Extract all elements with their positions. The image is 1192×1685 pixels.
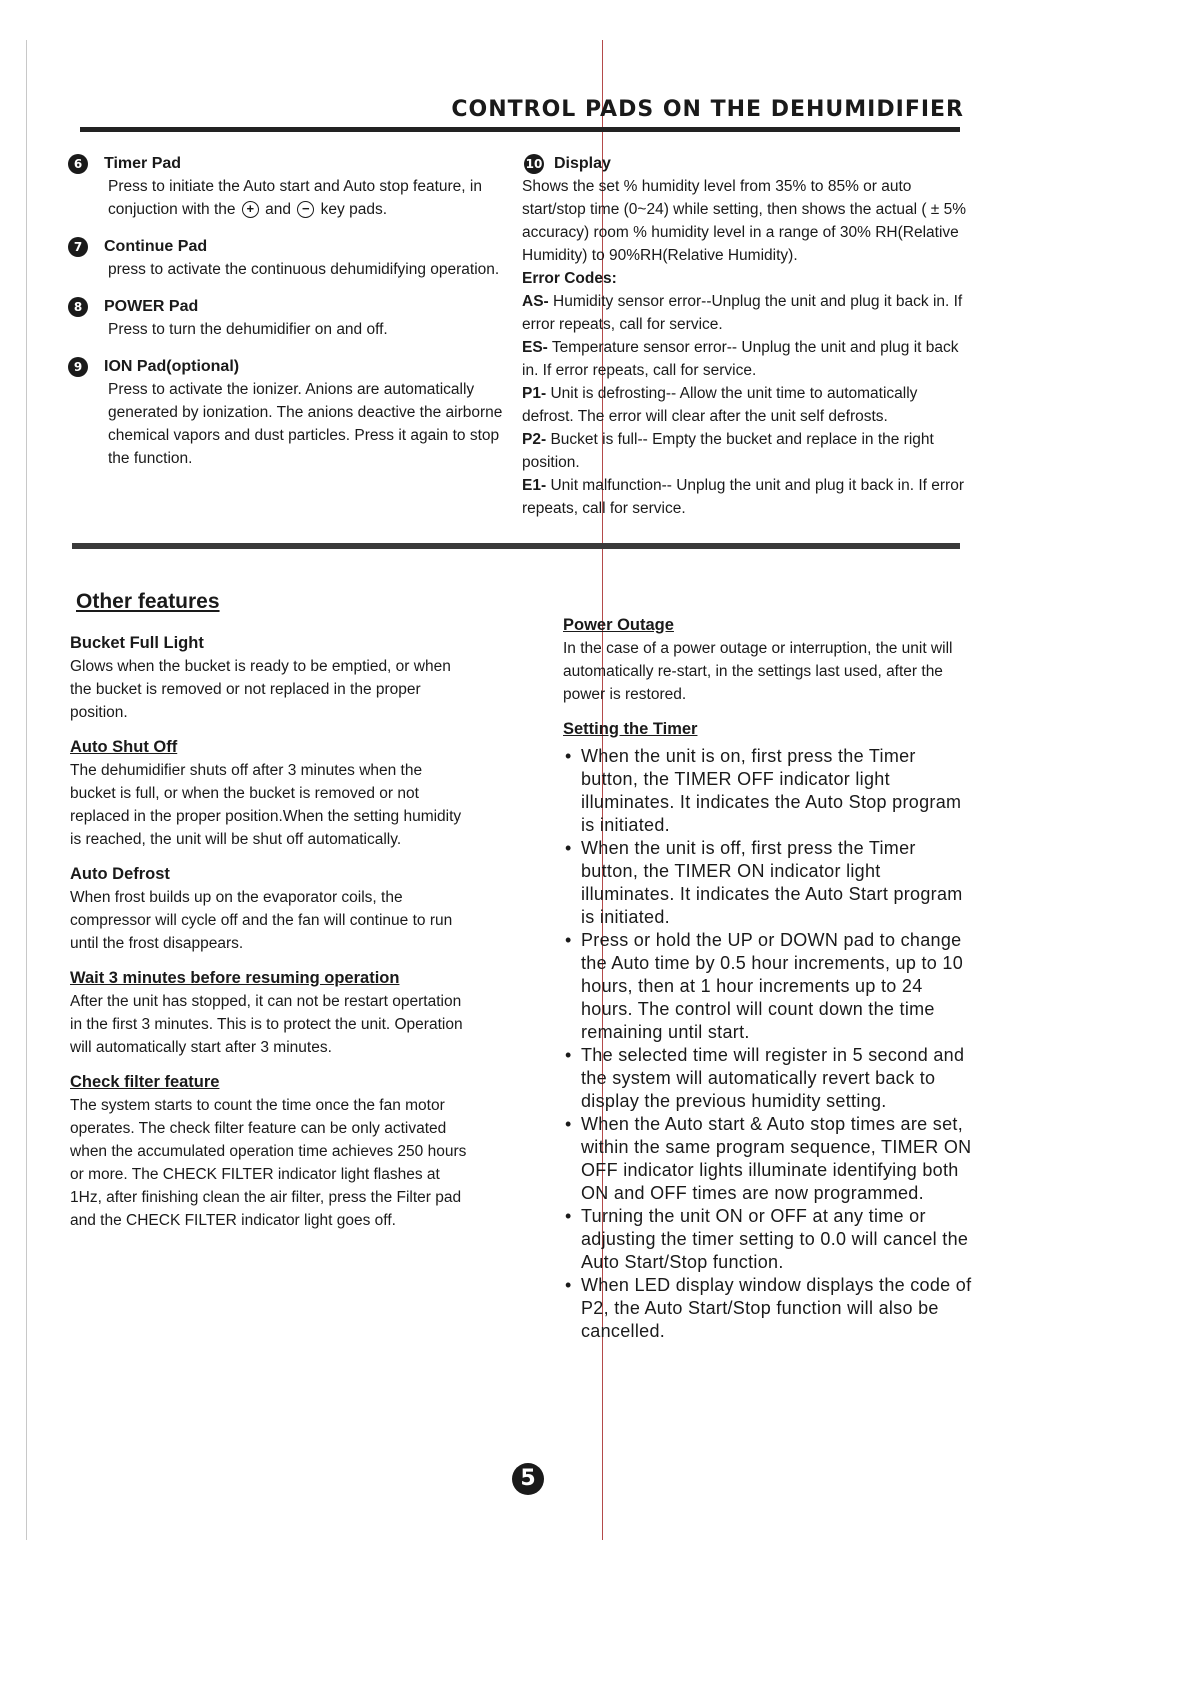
display-title: Display [554, 155, 611, 172]
pad-desc-text: key pads. [320, 201, 388, 218]
feature-title: Check filter feature [70, 1073, 220, 1091]
pad-description: Press to activate the ionizer. Anions are automatically generated by ionization. The anions deactive the airborne chemical vapors and dust particles. Press it again to stop the function. [108, 381, 503, 467]
header-rule [80, 127, 960, 132]
error-text: Temperature sensor error-- Unplug the unit and plug it back in. If error repeats, call for service. [522, 339, 959, 379]
feature-wait-3-minutes [70, 967, 470, 1059]
power-outage-section [563, 614, 973, 706]
feature-description: When frost builds up on the evaporator coils, the compressor will cycle off and the fan will continue to run until the frost disappears. [70, 889, 453, 952]
feature-description: In the case of a power outage or interruption, the unit will automatically re-start, in the settings last used, after the power is restored. [563, 640, 953, 703]
number-badge: 10 [524, 154, 544, 174]
feature-title: Auto Shut Off [70, 738, 178, 756]
other-features-title: Other features [76, 590, 220, 613]
list-item: • The selected time will register in 5 second and the system will automatically revert back to display the previous humidity setting. [563, 1044, 973, 1113]
feature-title: Setting the Timer [563, 720, 698, 738]
timer-pad-section [64, 152, 504, 221]
continue-pad-section [64, 235, 504, 281]
feature-title: Power Outage [563, 616, 674, 634]
error-codes-heading: Error Codes: [522, 270, 617, 287]
other-features-column [70, 632, 470, 1244]
minus-icon: − [297, 201, 314, 218]
error-code-item [522, 428, 972, 474]
error-code: E1- [522, 477, 547, 494]
pad-description: Press to turn the dehumidifier on and off. [108, 321, 388, 338]
list-item: • When the unit is off, first press the Timer button, the TIMER ON indicator light illuminates. It indicates the Auto Start program is initiated. [563, 837, 973, 929]
feature-description: The dehumidifier shuts off after 3 minutes when the bucket is full, or when the bucket is removed or not replaced in the proper position.When the setting humidity is reached, the unit will be shut off automatically. [70, 762, 462, 848]
plus-icon: + [242, 201, 259, 218]
error-text: Bucket is full-- Empty the bucket and replace in the right position. [522, 431, 934, 471]
number-badge: 6 [68, 154, 88, 174]
list-item: • When LED display window displays the code of P2, the Auto Start/Stop function will also be cancelled. [563, 1274, 973, 1343]
pad-desc-text: and [265, 201, 292, 218]
power-pad-section [64, 295, 504, 341]
error-text: Humidity sensor error--Unplug the unit and plug it back in. If error repeats, call for service. [522, 293, 963, 333]
feature-title: Wait 3 minutes before resuming operation [70, 969, 400, 987]
setting-timer-section [563, 718, 973, 1343]
feature-description: After the unit has stopped, it can not be restart opertation in the first 3 minutes. This is to protect the unit. Operation will automatically start after 3 minutes. [70, 993, 463, 1056]
page-number: 5 [512, 1463, 544, 1495]
feature-check-filter [70, 1071, 470, 1232]
pad-title: Timer Pad [104, 155, 182, 172]
list-item: • When the Auto start & Auto stop times are set, within the same program sequence, TIMER ON OFF indicator lights illuminate identifying both ON and OFF times are now programmed. [563, 1113, 973, 1205]
pad-title: POWER Pad [104, 298, 199, 315]
section-divider [72, 543, 960, 549]
pad-description [104, 175, 504, 221]
error-code: ES- [522, 339, 548, 356]
pad-title: Continue Pad [104, 238, 208, 255]
error-text: Unit malfunction-- Unplug the unit and plug it back in. If error repeats, call for service. [522, 477, 964, 517]
error-code: P2- [522, 431, 547, 448]
feature-description: Glows when the bucket is ready to be emptied, or when the bucket is removed or not replaced in the proper position. [70, 658, 451, 721]
feature-bucket-full-light [70, 632, 470, 724]
page-edge [26, 40, 27, 1540]
timer-column [563, 614, 973, 1355]
feature-description: The system starts to count the time once the fan motor operates. The check filter feature can be only activated when the accumulated operation time achieves 250 hours or more. The CHECK FILTER indicator light flashes at 1Hz, after finishing clean the air filter, press the Filter pad and the CHECK FILTER indicator light goes off. [70, 1097, 467, 1229]
timer-instructions-list [563, 745, 973, 1343]
error-code: P1- [522, 385, 547, 402]
number-badge: 8 [68, 297, 88, 317]
display-column [522, 152, 972, 520]
error-code-item [522, 336, 972, 382]
list-item: • When the unit is on, first press the Timer button, the TIMER OFF indicator light illuminates. It indicates the Auto Stop program is initiated. [563, 745, 973, 837]
pad-desc-text: Press to initiate the Auto start and Auto stop feature, in conjuction with the [108, 178, 482, 218]
error-code-item [522, 290, 972, 336]
number-badge: 9 [68, 357, 88, 377]
feature-auto-defrost [70, 863, 470, 955]
feature-title: Auto Defrost [70, 865, 170, 883]
error-text: Unit is defrosting-- Allow the unit time to automatically defrost. The error will clear after the unit self defrosts. [522, 385, 918, 425]
page-title: CONTROL PADS ON THE DEHUMIDIFIER [451, 97, 964, 122]
list-item: • Turning the unit ON or OFF at any time or adjusting the timer setting to 0.0 will cancel the Auto Start/Stop function. [563, 1205, 973, 1274]
ion-pad-section [64, 355, 504, 470]
feature-auto-shut-off [70, 736, 470, 851]
display-description: Shows the set % humidity level from 35% to 85% or auto start/stop time (0~24) while setting, then shows the actual ( ± 5% accuracy) room % humidity level in a range of 30% RH(Relative Humidity) to 90%RH(Relative Humidity). [522, 178, 967, 264]
pad-description: press to activate the continuous dehumidifying operation. [108, 261, 500, 278]
display-section [522, 152, 972, 175]
error-codes-list [522, 290, 972, 520]
error-code: AS- [522, 293, 549, 310]
list-item: • Press or hold the UP or DOWN pad to change the Auto time by 0.5 hour increments, up to 10 hours, then at 1 hour increments up to 24 hours. The control will count down the time remaining until start. [563, 929, 973, 1044]
error-code-item [522, 474, 972, 520]
feature-title: Bucket Full Light [70, 634, 204, 652]
pads-column [64, 152, 504, 484]
pad-title: ION Pad(optional) [104, 358, 240, 375]
error-code-item [522, 382, 972, 428]
number-badge: 7 [68, 237, 88, 257]
